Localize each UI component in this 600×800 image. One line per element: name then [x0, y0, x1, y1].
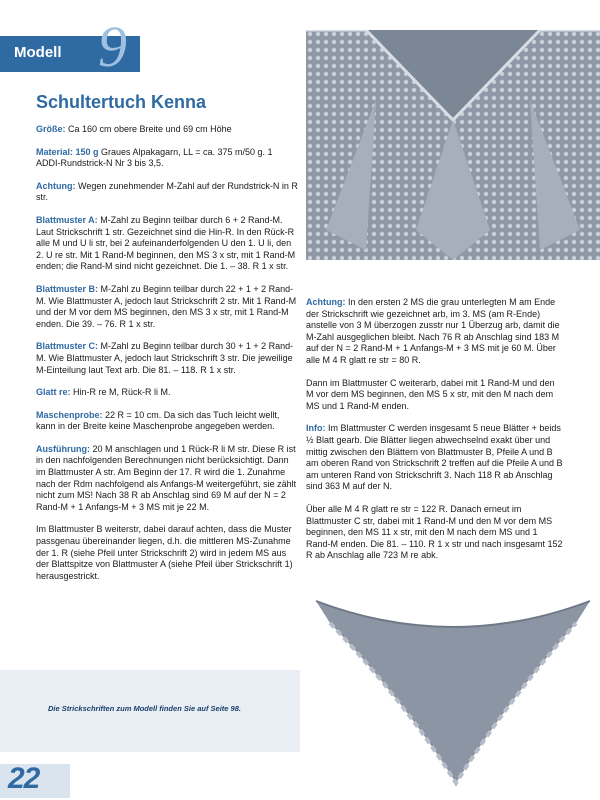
- section-label: Modell: [14, 44, 62, 61]
- paragraph: Blattmuster B: M-Zahl zu Beginn teilbar durch 22 + 1 + 2 Rand-M. Wie Blattmuster A, jedoch laut Strickschrift 2 str. Mit 1 Rand-M und der M vor dem MS beginnen, den MS 3 x str, mit 1 Rand-M enden. Die 39. – 76. R 1 x str.: [36, 283, 297, 329]
- page-number: 22: [8, 762, 40, 795]
- paragraph: Größe: Ca 160 cm obere Breite und 69 cm Höhe: [36, 124, 232, 134]
- paragraph: Dann im Blattmuster C weiterarb, dabei mit 1 Rand-M und den M vor dem MS beginnen, den MS 5 x str, mit den M nach dem MS und 1 Rand-M enden.: [306, 377, 555, 411]
- paragraph: Maschenprobe: 22 R = 10 cm. Da sich das Tuch leicht wellt, kann in der Breite keine Maschenprobe angegeben werden.: [36, 409, 280, 432]
- lace-detail-photo: [306, 30, 600, 260]
- paragraph: Ausführung: 20 M anschlagen und 1 Rück-R li M str. Diese R ist in den nachfolgenden Berechnungen nicht berücksichtigt. Dann im Blattmuster A str. Am Beginn der 17. R wird die 1. Zunahme nach der Rdm nachfolgend als Anfangs-M weitergeführt, sie zählt nicht zum MS! Nach 38 R ab Anschlag sind 69 M auf der N = 2 Rand-M + 1 Anfangs-M + 3 MS mit je 22 M.: [36, 443, 297, 512]
- shawl-photo: [306, 583, 600, 800]
- model-number: 9: [98, 14, 127, 79]
- paragraph: Über alle M 4 R glatt re str = 122 R. Danach erneut im Blattmuster C str, dabei mit 1 Rand-M und den M vor dem MS beginnen, den MS 11 x str, mit den M nach dem MS und 1 Rand-M enden. Die 81. – 110. R 1 x str und nach insgesamt 152 R ab Anschlag alle 723 M re abk.: [306, 503, 563, 561]
- page-title: Schultertuch Kenna: [36, 92, 207, 112]
- paragraph: Achtung: In den ersten 2 MS die grau unterlegten M am Ende der Strickschrift wie gezeichnet arb, im 3. MS (am R-Ende) anstelle von 3 M überzogen zusstr nur 1 Überzug arb, damit die M-Zahl ausgeglichen bleibt. Nach 76 R ab Anschlag sind 183 M auf der N = 2 Rand-M + 1 Anfangs-M + 3 MS mit je 60 M. Über alle M 4 R glatt re str = 80 R.: [306, 297, 560, 365]
- paragraph: Blattmuster A: M-Zahl zu Beginn teilbar durch 6 + 2 Rand-M. Laut Strickschrift 1 str. Gezeichnet sind die Hin-R. In den Rück-R alle M und U li str, bei 2 aufeinanderfolgenden U den 1. U li, den 2. U re str. Mit 1 Rand-M beginnen, den MS 3 x str, mit 1 Rand-M enden; die Rand-M sind nicht gezeichnet. Die 1. – 38. R 1 x str.: [36, 214, 296, 272]
- left-text-column: [36, 124, 298, 593]
- paragraph: Im Blattmuster B weiterstr, dabei darauf achten, dass die Muster passgenau übereinander liegen, d.h. die mittleren MS-Zunahme der 1. R (siehe Pfeil unter Strickschrift 2) wird in jedem MS aus der Blattspitze von Blattmuster A (siehe Pfeil über Strickschrift 1) herausgestrickt.: [36, 524, 293, 581]
- watermark: PassionForum.ru: [525, 786, 594, 796]
- paragraph: Achtung: Wegen zunehmender M-Zahl auf der Rundstrick-N in R str.: [36, 180, 298, 203]
- right-text-column: [306, 297, 564, 573]
- paragraph: Blattmuster C: M-Zahl zu Beginn teilbar durch 30 + 1 + 2 Rand-M. Wie Blattmuster A, jedoch laut Strickschrift 3 str. Die jeweilige M-Einteilung laut Text arb. Die 81. – 118. R 1 x str.: [36, 341, 294, 375]
- note-text: Die Strickschriften zum Modell finden Sie auf Seite 98.: [48, 704, 241, 713]
- paragraph: Glatt re: Hin-R re M, Rück-R li M.: [36, 387, 171, 398]
- paragraph: Material: 150 g Graues Alpakagarn, LL = ca. 375 m/50 g. 1 ADDI-Rundstrick-N Nr 3 bis 3,5.: [36, 146, 273, 169]
- paragraph: Info: Im Blattmuster C werden insgesamt 5 neue Blätter + beids ½ Blatt gearb. Die Blätter liegen abwechselnd exakt über und mittig zwischen den Blättern von Blattmuster B, Pfeile A und B am oberen Rand von Strickschrift 2 treffen auf die Pfeile A und B am unteren Rand von Strickschrift 3. Nach 118 R ab Anschlag sind 363 M auf der N.: [306, 423, 563, 492]
